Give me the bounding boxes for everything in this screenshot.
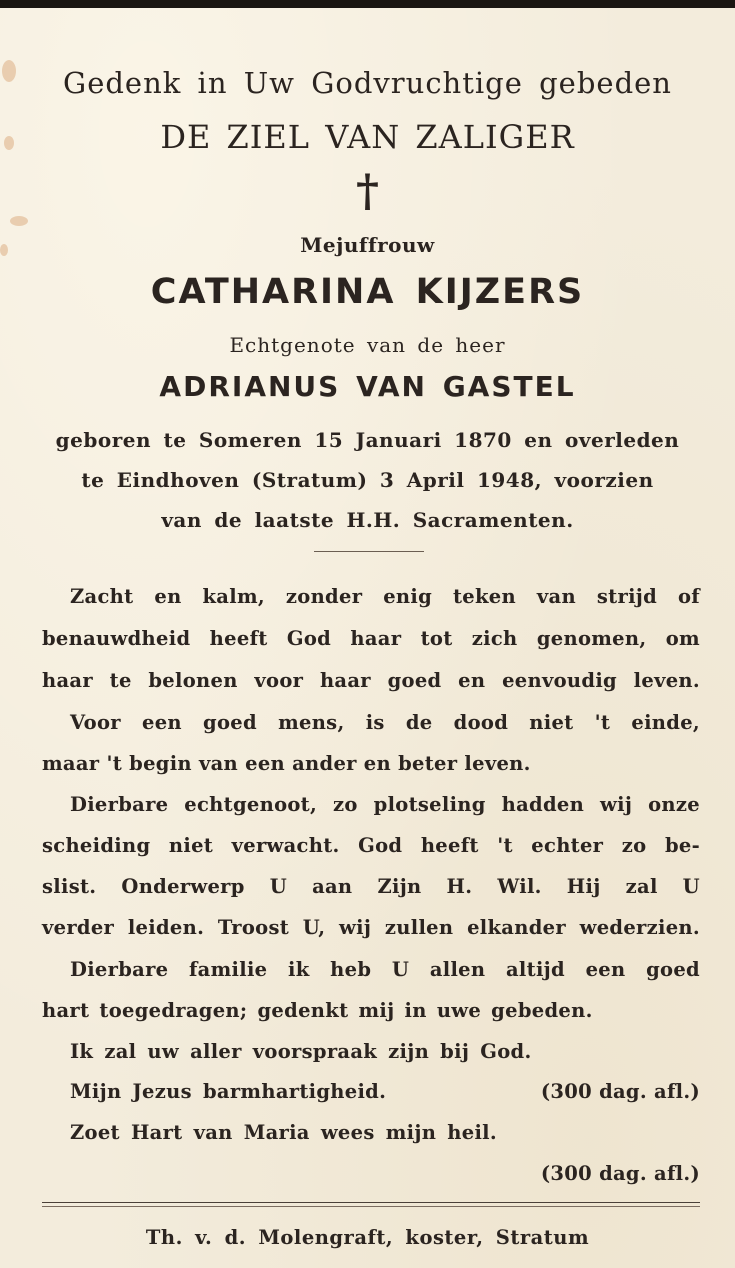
deceased-title: Mejuffrouw	[300, 233, 435, 257]
text-line: verder leiden. Troost U, wij zullen elkander wederzien.	[42, 916, 700, 939]
spouse-name: ADRIANUS VAN GASTEL	[159, 370, 576, 403]
prayer-row	[70, 1121, 700, 1144]
text-line: Voor een goed mens, is de dood niet 't einde,	[70, 711, 700, 734]
text-line: scheiding niet verwacht. God heeft 't echter zo be-	[42, 834, 700, 857]
prayer-text: Zoet Hart van Maria wees mijn heil.	[70, 1121, 497, 1144]
paper-stain	[10, 216, 28, 226]
prayer-row	[70, 1080, 700, 1103]
divider-double	[42, 1202, 700, 1207]
spouse-intro: Echtgenote van de heer	[229, 333, 506, 357]
life-detail-line: geboren te Someren 15 Januari 1870 en overleden	[55, 428, 680, 452]
cross-icon: †	[355, 166, 379, 217]
indulgence-note: (300 dag. afl.)	[540, 1162, 700, 1185]
life-detail-line: te Eindhoven (Stratum) 3 April 1948, voorzien	[81, 468, 654, 492]
text-line: Zacht en kalm, zonder enig teken van strijd of	[70, 585, 700, 608]
header-soul-line: DE ZIEL VAN ZALIGER	[160, 118, 575, 156]
printer-credit: Th. v. d. Molengraft, koster, Stratum	[145, 1226, 590, 1249]
text-line: haar te belonen voor haar goed en eenvoudig leven.	[42, 669, 700, 692]
text-line: Ik zal uw aller voorspraak zijn bij God.	[70, 1040, 532, 1063]
text-line: benauwdheid heeft God haar tot zich genomen, om	[42, 627, 700, 650]
text-line: maar 't begin van een ander en beter leven.	[42, 752, 531, 775]
indulgence-note: (300 dag. afl.)	[540, 1080, 700, 1103]
divider-short	[314, 551, 424, 552]
text-line: hart toegedragen; gedenkt mij in uwe gebeden.	[42, 999, 593, 1022]
text-line: Dierbare echtgenoot, zo plotseling hadden wij onze	[70, 793, 700, 816]
header-prayer-line: Gedenk in Uw Godvruchtige gebeden	[63, 66, 672, 100]
life-detail-line: van de laatste H.H. Sacramenten.	[161, 508, 574, 532]
prayer-text: Mijn Jezus barmhartigheid.	[70, 1080, 387, 1103]
text-line: slist. Onderwerp U aan Zijn H. Wil. Hij zal U	[42, 875, 700, 898]
memorial-card	[0, 8, 735, 1268]
text-line: Dierbare familie ik heb U allen altijd een goed	[70, 958, 700, 981]
deceased-name: CATHARINA KIJZERS	[150, 272, 585, 312]
